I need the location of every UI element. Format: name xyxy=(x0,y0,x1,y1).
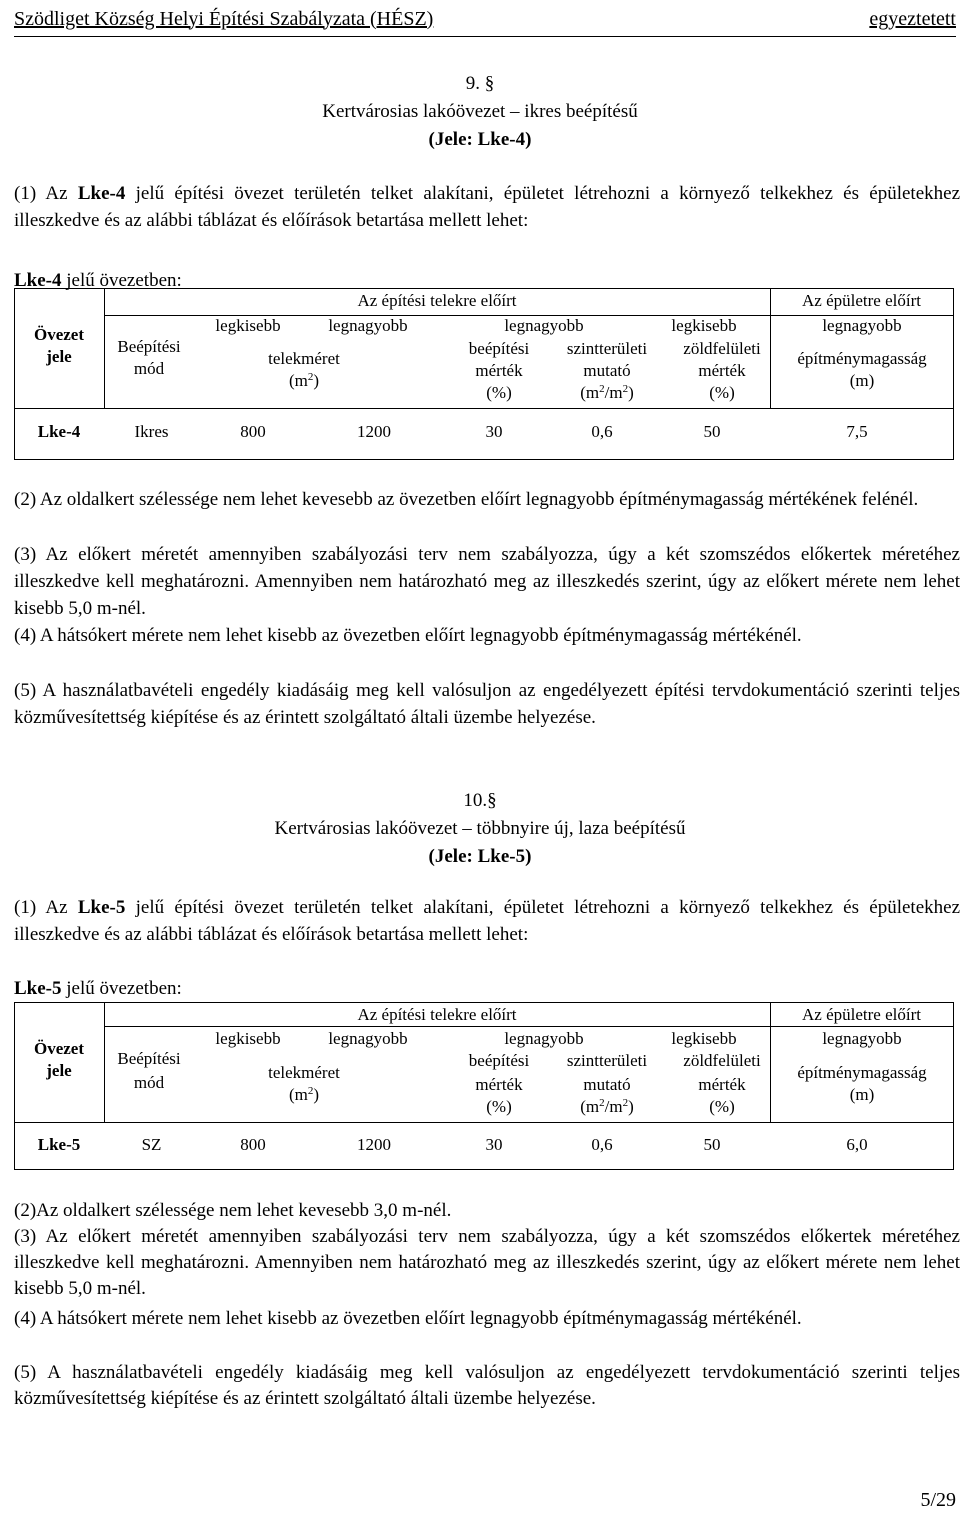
h-mag-unit: (m) xyxy=(849,1085,875,1104)
sec9-zone-label: Lke-4 jelű övezetben: xyxy=(14,270,182,291)
h-telek-unit: $(m^2)$ xyxy=(288,1085,320,1104)
row-magassag: 6,0 xyxy=(846,1135,868,1154)
h-beep-mertek: mérték xyxy=(475,1075,523,1094)
sec9-paragraph-3: (3) Az előkert méretét amennyiben szabályozási terv nem szabályozza, úgy a két szomszédos előkertek méretéhez illeszkedve kell meghatározni. Amennyiben nem határozható meg az illeszkedés szerint, úgy az előkert mérete nem lehet kisebb 5,0 m-nél. xyxy=(14,544,960,619)
h-mag-unit: (m) xyxy=(849,371,875,390)
h-legkisebb-telek: legkisebb xyxy=(215,316,281,335)
row-mod: SZ xyxy=(141,1135,162,1154)
sec10-paragraph-1: (1) Az Lke-5 jelű építési övezet területén telket alakítani, épületet létrehozni a környező telkekhez és épületekhez illeszkedve és az alábbi táblázat és előírások betartása mellett lehet: xyxy=(14,897,960,945)
section-number: 10. xyxy=(463,790,488,811)
h-epuletre: Az épületre előírt xyxy=(802,1005,921,1024)
h-legnagyobb-mag: legnagyobb xyxy=(822,316,902,335)
h-epuletre: Az épületre előírt xyxy=(802,291,921,310)
h-mod: mód xyxy=(133,1073,165,1092)
h-telekmeret: telekméret xyxy=(268,349,340,368)
sec10-zone-label: Lke-5 jelű övezetben: xyxy=(14,978,182,999)
page-number: 5/29 xyxy=(920,1489,956,1511)
h-telekre: Az építési telekre előírt xyxy=(357,1005,517,1024)
h-szint-unit: $(m^2/m^2)$ xyxy=(580,1097,634,1116)
section-9-heading xyxy=(0,70,960,154)
h-legnagyobb-telek: legnagyobb xyxy=(328,1029,408,1048)
h-beepitesi-merte: beépítési xyxy=(468,339,530,358)
section-title: Kertvárosias lakóövezet – ikres beépítésű xyxy=(322,101,638,122)
row-magassag: 7,5 xyxy=(846,422,868,441)
row-jele: Lke-4 xyxy=(37,422,81,441)
section-code: (Jele: Lke-4) xyxy=(428,129,532,150)
h-jele: jele xyxy=(46,1061,72,1080)
h-telekmeret: telekméret xyxy=(268,1063,340,1082)
h-legkisebb-zold: legkisebb xyxy=(671,316,737,335)
h-szintteruleti: szintterületi xyxy=(566,1051,648,1070)
h-mutato: mutató xyxy=(583,361,631,380)
h-beep-pct: (%) xyxy=(486,383,512,402)
h-beepitesi: Beépítési xyxy=(117,1049,181,1068)
row-szint: 0,6 xyxy=(591,422,613,441)
h-legkisebb-telek: legkisebb xyxy=(215,1029,281,1048)
h-jele: jele xyxy=(46,347,72,366)
h-zold-pct: (%) xyxy=(709,383,735,402)
sec10-paragraph-2: (2)Az oldalkert szélessége nem lehet kevesebb 3,0 m-nél. xyxy=(14,1200,452,1221)
sec10-paragraph-3: (3) Az előkert méretét amennyiben szabályozási terv nem szabályozza, úgy a két szomszédos előkertek méretéhez illeszkedve kell meghatározni. Amennyiben nem határozható meg az illeszkedés szerint, úgy az előkert mérete nem lehet kisebb 5,0 m-nél. xyxy=(14,1226,960,1299)
h-zold-mertek: mérték xyxy=(698,361,746,380)
document-status: egyeztetett xyxy=(869,7,956,30)
h-beep-pct: (%) xyxy=(486,1097,512,1116)
h-legnagyobb-beep: legnagyobb xyxy=(504,1029,584,1048)
h-zoldfeluleti: zöldfelületi xyxy=(683,339,761,358)
sec9-paragraph-4: (4) A hátsókert mérete nem lehet kisebb az övezetben előírt legnagyobb építménymagasság mértékénél. xyxy=(14,625,802,646)
h-zoldfeluleti: zöldfelületi xyxy=(683,1051,761,1070)
section-number: 9. xyxy=(465,73,480,94)
h-beepitesi: Beépítési xyxy=(117,337,181,356)
row-zold: 50 xyxy=(703,422,721,441)
h-telek-unit: $(m^2)$ xyxy=(288,371,320,390)
row-szint: 0,6 xyxy=(591,1135,613,1154)
sec10-paragraph-4: (4) A hátsókert mérete nem lehet kisebb az övezetben előírt legnagyobb építménymagasság mértékénél. xyxy=(14,1308,802,1329)
h-legnagyobb-beep: legnagyobb xyxy=(504,316,584,335)
section-code: (Jele: Lke-5) xyxy=(428,846,532,867)
h-magassag: építménymagasság xyxy=(797,1063,927,1082)
h-szintteruleti: szintterületi xyxy=(566,339,648,358)
row-beepites: 30 xyxy=(485,422,503,441)
row-min-telek: 800 xyxy=(240,422,266,441)
h-zold-pct: (%) xyxy=(709,1097,735,1116)
section-10-heading xyxy=(0,787,960,871)
h-ovezet: Övezet xyxy=(33,1039,85,1058)
h-telekre: Az építési telekre előírt xyxy=(357,291,517,310)
h-mod: mód xyxy=(133,359,165,378)
paragraph-sign: § xyxy=(487,790,497,811)
h-magassag: építménymagasság xyxy=(797,349,927,368)
paragraph-sign: § xyxy=(484,73,495,94)
sec9-paragraph-2: (2) Az oldalkert szélessége nem lehet kevesebb az övezetben előírt legnagyobb építménymagasság mértékének felénél. xyxy=(14,489,919,510)
section-title: Kertvárosias lakóövezet – többnyire új, laza beépítésű xyxy=(274,818,686,839)
sec9-zone-table xyxy=(14,288,954,460)
sec10-zone-table xyxy=(14,1002,954,1172)
h-ovezet: Övezet xyxy=(33,325,85,344)
h-zold-mertek: mérték xyxy=(698,1075,746,1094)
h-legkisebb-zold: legkisebb xyxy=(671,1029,737,1048)
sec9-paragraph-5: (5) A használatbavételi engedély kiadásáig meg kell valósuljon az engedélyezett építési tervdokumentáció szerinti teljes közművesítettség kiépítése és az érintett szolgáltató általi üzembe helyezése. xyxy=(14,680,960,728)
h-szint-unit: $(m^2/m^2)$ xyxy=(580,383,634,402)
document-title: Szödliget Község Helyi Építési Szabályzata (HÉSZ) xyxy=(14,7,434,30)
h-legnagyobb-mag: legnagyobb xyxy=(822,1029,902,1048)
row-max-telek: 1200 xyxy=(357,422,391,441)
h-beep-mertek: mérték xyxy=(475,361,523,380)
row-zold: 50 xyxy=(703,1135,721,1154)
h-legnagyobb-telek: legnagyobb xyxy=(328,316,408,335)
row-max-telek: 1200 xyxy=(357,1135,391,1154)
h-mutato: mutató xyxy=(583,1075,631,1094)
page-header xyxy=(14,2,956,37)
sec10-paragraph-5: (5) A használatbavételi engedély kiadásáig meg kell valósuljon az engedélyezett tervdokumentáció szerinti teljes közművesítettség kiépítése és az érintett szolgáltató általi üzembe helyezése. xyxy=(14,1362,960,1409)
h-beepitesi-merte: beépítési xyxy=(468,1051,530,1070)
row-beepites: 30 xyxy=(485,1135,503,1154)
row-min-telek: 800 xyxy=(240,1135,266,1154)
row-mod: Ikres xyxy=(134,422,169,441)
sec9-paragraph-1: (1) Az Lke-4 jelű építési övezet területén telket alakítani, épületet létrehozni a környező telkekhez és épületekhez illeszkedve és az alábbi táblázat és előírások betartása mellett lehet: xyxy=(14,183,960,231)
row-jele: Lke-5 xyxy=(37,1135,81,1154)
